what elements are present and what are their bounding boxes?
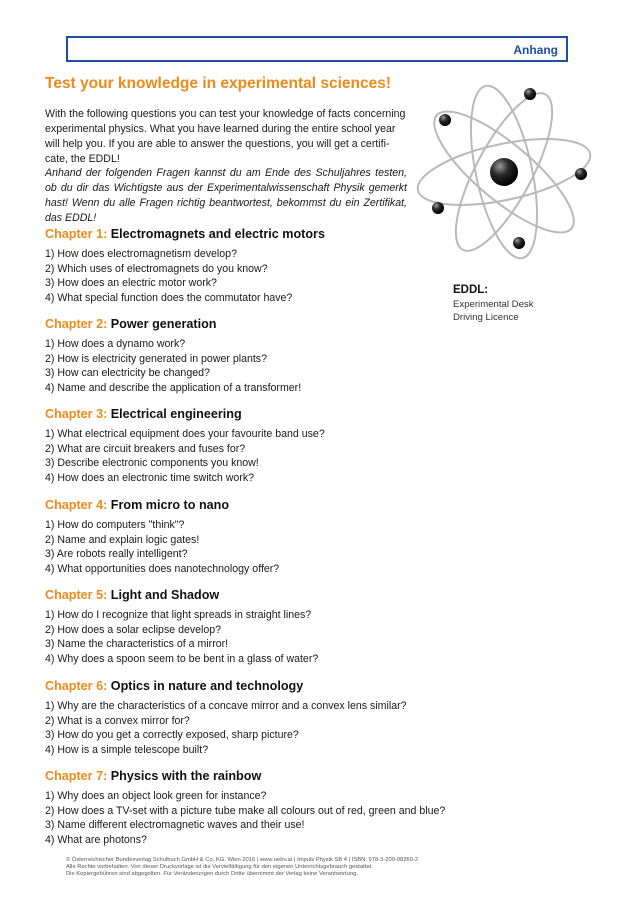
chapter-4 [45, 498, 465, 576]
electron [575, 168, 587, 180]
chapter-heading: Chapter 5: Light and Shadow [45, 588, 220, 602]
page-title: Test your knowledge in experimental sciences! [45, 75, 391, 92]
eddl-subtitle: Experimental Desk Driving Licence [453, 299, 534, 323]
question-list [45, 699, 465, 757]
question-list [45, 247, 465, 305]
question-item: 2) Which uses of electromagnets do you know? [45, 262, 268, 275]
chapter-heading: Chapter 6: Optics in nature and technology [45, 679, 304, 693]
question-item: 4) What are photons? [45, 833, 147, 846]
question-item: 2) How does a solar eclipse develop? [45, 623, 222, 636]
question-item: 1) How do I recognize that light spreads in straight lines? [45, 609, 312, 621]
question-item: 3) Name different electromagnetic waves and their use! [45, 819, 305, 831]
chapter-6 [45, 679, 465, 757]
header-bar [66, 36, 568, 62]
chapter-1 [45, 227, 465, 305]
question-item: 2) What are circuit breakers and fuses for? [45, 442, 246, 455]
question-list [45, 518, 465, 576]
question-item: 1) Why are the characteristics of a concave mirror and a convex lens similar? [45, 700, 407, 712]
question-item: 4) How does an electronic time switch work? [45, 471, 255, 484]
question-list [45, 337, 465, 395]
question-item: 1) How does electromagnetism develop? [45, 248, 237, 260]
intro-english: With the following questions you can test your knowledge of facts concerning experimental physics. What you have learned during the entire school year will help you. If you are able to answer the questions, you will get a certificate, the EDDL! [45, 108, 406, 165]
chapter-5 [45, 588, 465, 666]
question-item: 3) Are robots really intelligent? [45, 548, 188, 560]
question-item: 3) How can electricity be changed? [45, 367, 210, 379]
question-item: 1) Why does an object look green for instance? [45, 790, 267, 802]
question-item: 1) What electrical equipment does your favourite band use? [45, 428, 325, 440]
chapter-3 [45, 407, 465, 485]
question-item: 2) What is a convex mirror for? [45, 714, 190, 727]
question-item: 2) How is electricity generated in power plants? [45, 352, 267, 365]
question-item: 4) What special function does the commutator have? [45, 291, 293, 304]
electron [439, 114, 451, 126]
chapter-heading: Chapter 1: Electromagnets and electric motors [45, 227, 325, 241]
electron [432, 202, 444, 214]
question-item: 4) Name and describe the application of a transformer! [45, 381, 302, 394]
question-item: 3) How do you get a correctly exposed, sharp picture? [45, 729, 299, 741]
nucleus [490, 158, 518, 186]
question-item: 4) How is a simple telescope built? [45, 743, 209, 756]
question-item: 3) Name the characteristics of a mirror! [45, 638, 229, 650]
question-list [45, 427, 465, 485]
question-list [45, 789, 505, 847]
question-item: 3) Describe electronic components you know! [45, 457, 259, 469]
question-item: 2) Name and explain logic gates! [45, 533, 200, 546]
question-item: 1) How does a dynamo work? [45, 338, 186, 350]
chapter-heading: Chapter 2: Power generation [45, 317, 217, 331]
section-label: Anhang [513, 43, 558, 57]
electron [513, 237, 525, 249]
chapter-heading: Chapter 3: Electrical engineering [45, 407, 242, 421]
intro-german: Anhand der folgenden Fragen kannst du am Ende des Schuljahres testen, ob du dir das Wichtigste aus der Experimentalwissenschaft Physik gemerkt hast! Wenn du alle Fragen richtig beantwortest, bekommst du ein Zertifikat, das EDDL! [45, 167, 407, 224]
question-item: 3) How does an electric motor work? [45, 277, 217, 289]
question-item: 4) Why does a spoon seem to be bent in a glass of water? [45, 652, 319, 665]
question-list [45, 608, 465, 666]
chapter-2 [45, 317, 465, 395]
copyright-footer: © Österreichischer Bundesverlag Schulbuch GmbH & Co. KG, Wien 2016 | www.oebv.at | Impuls Physik SB 4 | ISBN: 978-3-209-08260-2 Alle Rechte vorbehalten. Von dieser Druckvorlage ist die Vervielfältigung für den eigenen Unterrichtsgebrauch gestattet. Die Kopiergebühren sind abgegolten. Für Veränderungen durch Dritte übernimmt der Verlag keine Verantwortung. [66, 857, 419, 878]
electron [524, 88, 536, 100]
question-item: 4) What opportunities does nanotechnology offer? [45, 562, 280, 575]
eddl-title: EDDL: [453, 284, 489, 296]
chapter-heading: Chapter 7: Physics with the rainbow [45, 769, 262, 783]
chapter-heading: Chapter 4: From micro to nano [45, 498, 230, 512]
question-item: 2) How does a TV-set with a picture tube make all colours out of red, green and blue? [45, 804, 446, 817]
question-item: 1) How do computers "think"? [45, 519, 185, 531]
chapter-7 [45, 769, 505, 847]
